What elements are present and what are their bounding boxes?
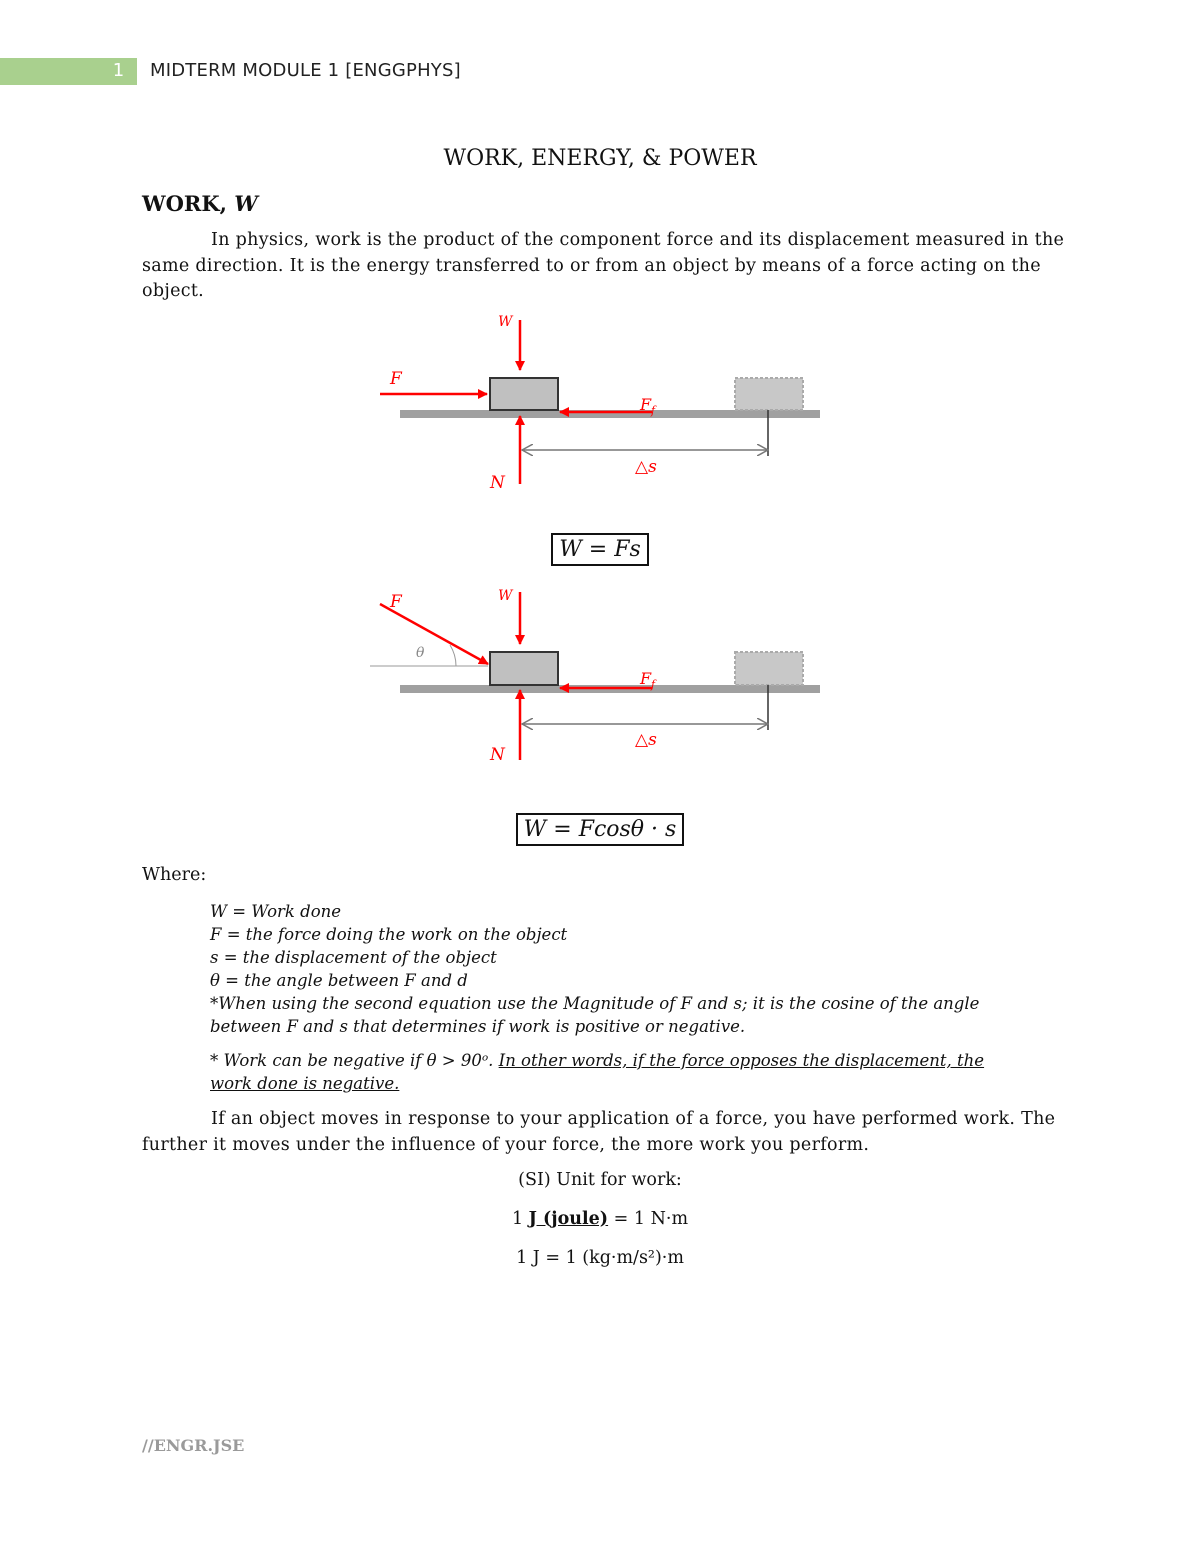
normal-label: N [490,745,505,765]
si-unit-label: (SI) Unit for work: [518,1170,682,1190]
equation-work-angled: W = Fcosθ · s [516,813,685,846]
closing-paragraph: If an object moves in response to your application of a force, you have performed work. The further it moves under the influence of your force, the more work you perform. [142,1109,1056,1155]
definition-item: *When using the second equation use the Magnitude of F and s; it is the cosine of the angle [210,994,980,1013]
block-displaced [735,378,803,410]
definition-item: between F and s that determines if work is positive or negative. [210,1017,746,1036]
equation-2-wrapper [0,817,1200,842]
definition-item: s = the displacement of the object [210,948,497,967]
page-title: WORK, ENERGY, & POWER [443,146,757,171]
intro-paragraph: In physics, work is the product of the component force and its displacement measured in the same direction. It is the energy transferred to or from an object by means of a force acting on the object. [142,230,1065,301]
force-label: F [390,369,402,389]
work-diagram-angled [370,582,830,772]
negative-work-emphasis: In other words, if the force opposes the displacement, the work done is negative. [210,1051,985,1093]
angle-arc [450,645,456,666]
definition-item: θ = the angle between F and d [210,971,468,990]
definitions-list [210,900,1030,1038]
block [490,378,558,410]
equation-work-horizontal: W = Fs [551,533,649,566]
si-unit-line-1: 1 J (joule) = 1 N·m [511,1209,689,1229]
page-number: 1 [112,60,125,81]
displacement-label: △s [635,457,657,477]
weight-label: W [498,588,513,604]
weight-label: W [498,314,513,330]
normal-label: N [490,473,505,493]
angle-label: θ [416,645,425,661]
equation-1-wrapper [0,537,1200,562]
module-title: MIDTERM MODULE 1 [ENGGPHYS] [150,60,461,81]
negative-work-note: * Work can be negative if θ > 90ᵒ. In other words, if the force opposes the displacement, the work done is negative. [210,1051,985,1093]
angled-force-arrow [380,604,488,664]
block-displaced [735,652,803,685]
friction-label: F [640,395,652,414]
definition-item: W = Work done [210,902,342,921]
block [490,652,558,685]
si-unit-line-2: 1 J = 1 (kg·m/s²)·m [516,1248,684,1268]
section-heading: WORK, W [142,191,258,216]
friction-subscript: f [651,404,656,417]
force-label: F [390,592,402,612]
where-label: Where: [142,865,207,885]
displacement-label: △s [635,730,657,750]
definition-item: F = the force doing the work on the object [210,925,568,944]
footer-signature: //ENGR.JSE [142,1436,245,1455]
work-diagram-horizontal [370,306,830,496]
friction-subscript: f [651,678,656,691]
friction-label: F [640,669,652,688]
